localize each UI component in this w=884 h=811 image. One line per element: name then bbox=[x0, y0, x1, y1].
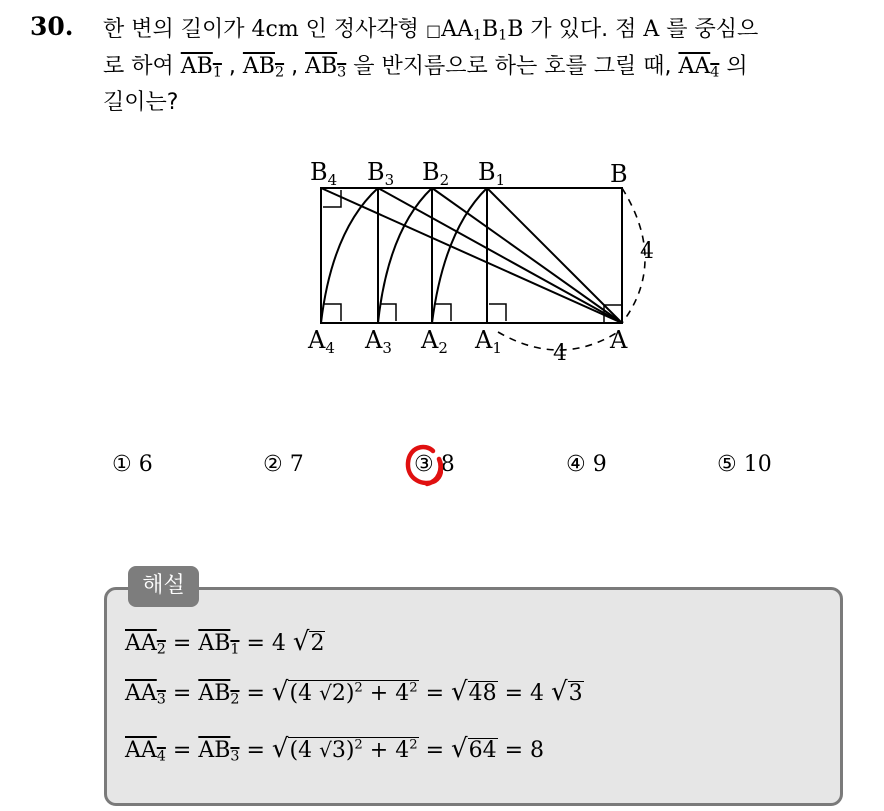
question-line-3: 길이는? bbox=[103, 90, 179, 115]
arc-b3-a4 bbox=[321, 188, 378, 323]
segment-ab2: $AB_2$ bbox=[242, 54, 285, 81]
label-b4: $B_4$ bbox=[310, 158, 338, 189]
choice-2[interactable]: ② 7 bbox=[263, 452, 304, 477]
right-angle-a3 bbox=[380, 304, 396, 321]
selected-answer-circle bbox=[405, 443, 443, 489]
diagonal-ab2 bbox=[432, 188, 622, 323]
solution-line-3: $AA_4 = AB_3 = √(4$ $√3)^2 + 4^2 = √64 = 8$ bbox=[125, 734, 545, 765]
label-a2: $A_2$ bbox=[421, 326, 448, 357]
label-b3: $B_3$ bbox=[367, 158, 395, 189]
solution-line-2: $AA_3 = AB_2 = √(4$ $√2)^2 + 4^2 = √48 = 4$ √3 bbox=[125, 677, 583, 708]
label-a: A bbox=[610, 326, 628, 354]
choice-3[interactable]: ③ 8 bbox=[414, 452, 455, 477]
question-line-2: 로 하여 $AB_1$ , $AB_2$ , $AB_3$ 을 반지름으로 하는 호를 그릴 때, $AA_4$ 의 bbox=[103, 54, 748, 81]
diagonal-ab4 bbox=[321, 188, 622, 323]
diagonal-ab1 bbox=[487, 188, 622, 323]
choice-4[interactable]: ④ 9 bbox=[566, 452, 607, 477]
question-number: 30. bbox=[30, 12, 74, 41]
square-symbol: □ bbox=[425, 21, 442, 40]
arc-b2-a3 bbox=[378, 188, 432, 323]
label-bottom-length: 4 bbox=[553, 341, 567, 366]
label-b: B bbox=[610, 160, 628, 188]
segment-aa4: $AA_4$ bbox=[678, 54, 720, 81]
label-a1: $A_1$ bbox=[475, 326, 502, 357]
segment-ab1: $AB_1$ bbox=[180, 54, 222, 81]
solution-tag: 해설 bbox=[128, 566, 199, 607]
question-line-1: 한 변의 길이가 4cm 인 정사각형 $□AA_1B_1B$ 가 있다. 점 A 를 중심으 bbox=[103, 17, 759, 44]
label-a4: $A_4$ bbox=[308, 326, 335, 357]
segment-ab3: $AB_3$ bbox=[305, 54, 347, 81]
label-b1: $B_1$ bbox=[478, 158, 506, 189]
choice-1[interactable]: ① 6 bbox=[112, 452, 153, 477]
choice-5[interactable]: ⑤ 10 bbox=[717, 452, 772, 477]
solution-line-1: $AA_2 = AB_1 = 4$ √2 bbox=[125, 627, 325, 658]
label-side-length: 4 bbox=[640, 239, 654, 264]
right-angle-a4 bbox=[323, 304, 341, 321]
right-angle-a2 bbox=[434, 304, 451, 321]
label-a3: $A_3$ bbox=[365, 326, 392, 357]
label-b2: $B_2$ bbox=[422, 158, 450, 189]
right-angle-a1 bbox=[489, 304, 506, 321]
